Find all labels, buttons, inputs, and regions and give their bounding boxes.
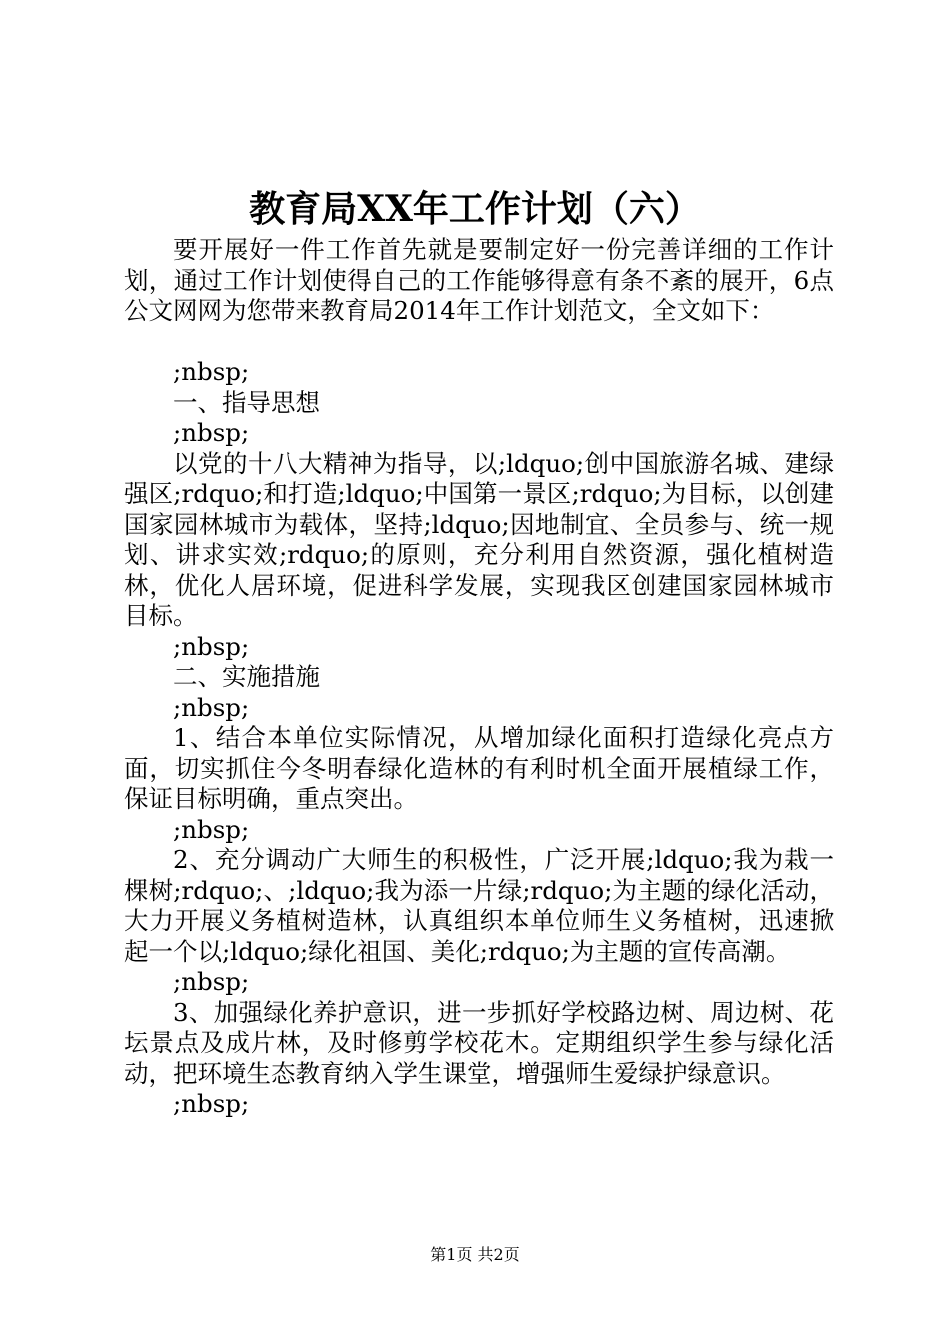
paragraph: ;nbsp; <box>173 631 250 661</box>
document-title: 教育局XX年工作计划（六） <box>249 188 701 230</box>
page-number: 第1页 共2页 <box>430 1245 520 1264</box>
paragraph: 3、加强绿化养护意识，进一步抓好学校路边树、周边树、花坛景点及成片林，及时修剪学校花木。定期组织学生参与绿化活动，把环境生态教育纳入学生课堂，增强师生爱绿护绿意识。 <box>124 997 834 1088</box>
paragraph: ;nbsp; <box>173 692 250 722</box>
intro-paragraph: 要开展好一件工作首先就是要制定好一份完善详细的工作计划，通过工作计划使得自己的工作能够得意有条不紊的展开，6点公文网网为您带来教育局2014年工作计划范文，全文如下： <box>124 235 834 325</box>
paragraph: ;nbsp; <box>173 357 250 386</box>
paragraph: 以党的十八大精神为指导，以;ldquo;创中国旅游名城、建绿强区;rdquo;和打造;ldquo;中国第一景区;rdquo;为目标，以创建国家园林城市为载体，坚持;ldquo;因地制宜、全员参与、统一规划、讲求实效;rdquo;的原则，充分利用自然资源，强化植树造林，优化人居环境，促进科学发展，实现我区创建国家园林城市目标。 <box>124 448 834 630</box>
section-heading: 一、指导思想 <box>173 387 320 417</box>
paragraph: ;nbsp; <box>173 814 250 844</box>
paragraph: ;nbsp; <box>173 967 250 996</box>
paragraph: ;nbsp; <box>173 1089 250 1118</box>
paragraph: 1、结合本单位实际情况，从增加绿化面积打造绿化亮点方面，切实抓住今冬明春绿化造林的有利时机全面开展植绿工作，保证目标明确，重点突出。 <box>124 723 834 813</box>
paragraph: 2、充分调动广大师生的积极性，广泛开展;ldquo;我为栽一棵树;rdquo;、;ldquo;我为添一片绿;rdquo;为主题的绿化活动，大力开展义务植树造林，认真组织本单位师生义务植树，迅速掀起一个以;ldquo;绿化祖国、美化;rdquo;为主题的宣传高潮。 <box>124 845 834 966</box>
document-body <box>124 235 834 1120</box>
section-heading: 二、实施措施 <box>173 662 320 691</box>
paragraph: ;nbsp; <box>173 418 250 447</box>
